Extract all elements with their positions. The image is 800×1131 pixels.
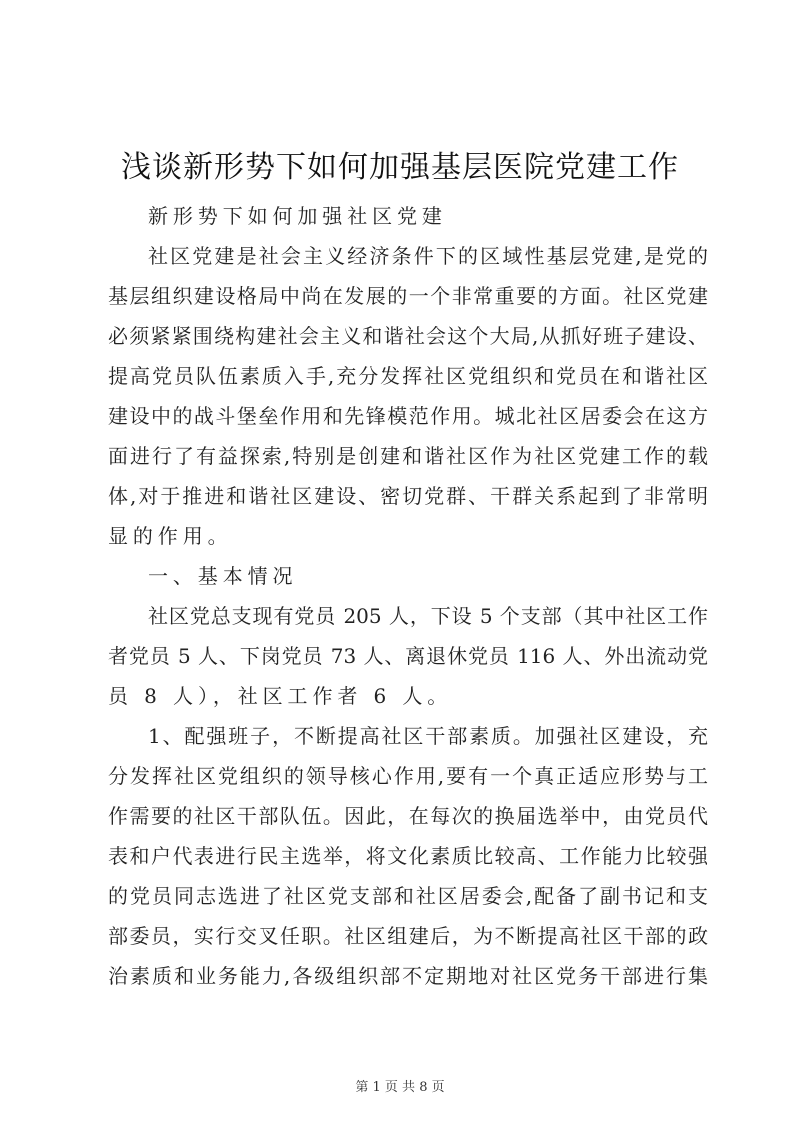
text-line: 必须紧紧围绕构建社会主义和谐社会这个大局,从抓好班子建设、 — [108, 324, 708, 348]
section-heading: 一、基本情况 — [148, 564, 298, 588]
page-number-footer: 第 1 页 共 8 页 — [355, 1080, 445, 1095]
text-line: 者党员 5 人、下岗党员 73 人、离退休党员 116 人、外出流动党 — [108, 644, 708, 668]
document-title: 浅谈新形势下如何加强基层医院党建工作 — [121, 150, 679, 185]
text-line: 治素质和业务能力,各级组织部不定期地对社区党务干部进行集 — [108, 964, 708, 988]
text-line: 部委员，实行交叉任职。社区组建后，为不断提高社区干部的政 — [108, 924, 708, 948]
text-line: 分发挥社区党组织的领导核心作用,要有一个真正适应形势与工 — [108, 764, 708, 788]
document-body — [108, 196, 708, 996]
text-line: 的党员同志选进了社区党支部和社区居委会,配备了副书记和支 — [108, 884, 708, 908]
text-line: 社区党总支现有党员 205 人，下设 5 个支部（其中社区工作 — [148, 604, 708, 628]
text-line: 社区党建是社会主义经济条件下的区域性基层党建,是党的 — [148, 244, 708, 268]
text-line: 作需要的社区干部队伍。因此，在每次的换届选举中，由党员代 — [108, 804, 708, 828]
text-line: 建设中的战斗堡垒作用和先锋模范作用。城北社区居委会在这方 — [108, 404, 708, 428]
text-line: 员 8 人），社区工作者 6 人。 — [108, 684, 453, 708]
text-line: 表和户代表进行民主选举，将文化素质比较高、工作能力比较强 — [108, 844, 708, 868]
text-line: 基层组织建设格局中尚在发展的一个非常重要的方面。社区党建 — [108, 284, 708, 308]
text-line: 面进行了有益探索,特别是创建和谐社区作为社区党建工作的载 — [108, 444, 708, 468]
subtitle: 新形势下如何加强社区党建 — [148, 204, 447, 228]
text-line: 显的作用。 — [108, 524, 233, 548]
text-line: 提高党员队伍素质入手,充分发挥社区党组织和党员在和谐社区 — [108, 364, 708, 388]
text-line: 体,对于推进和谐社区建设、密切党群、干群关系起到了非常明 — [108, 484, 708, 508]
text-line: 1、配强班子，不断提高社区干部素质。加强社区建设，充 — [148, 724, 708, 748]
